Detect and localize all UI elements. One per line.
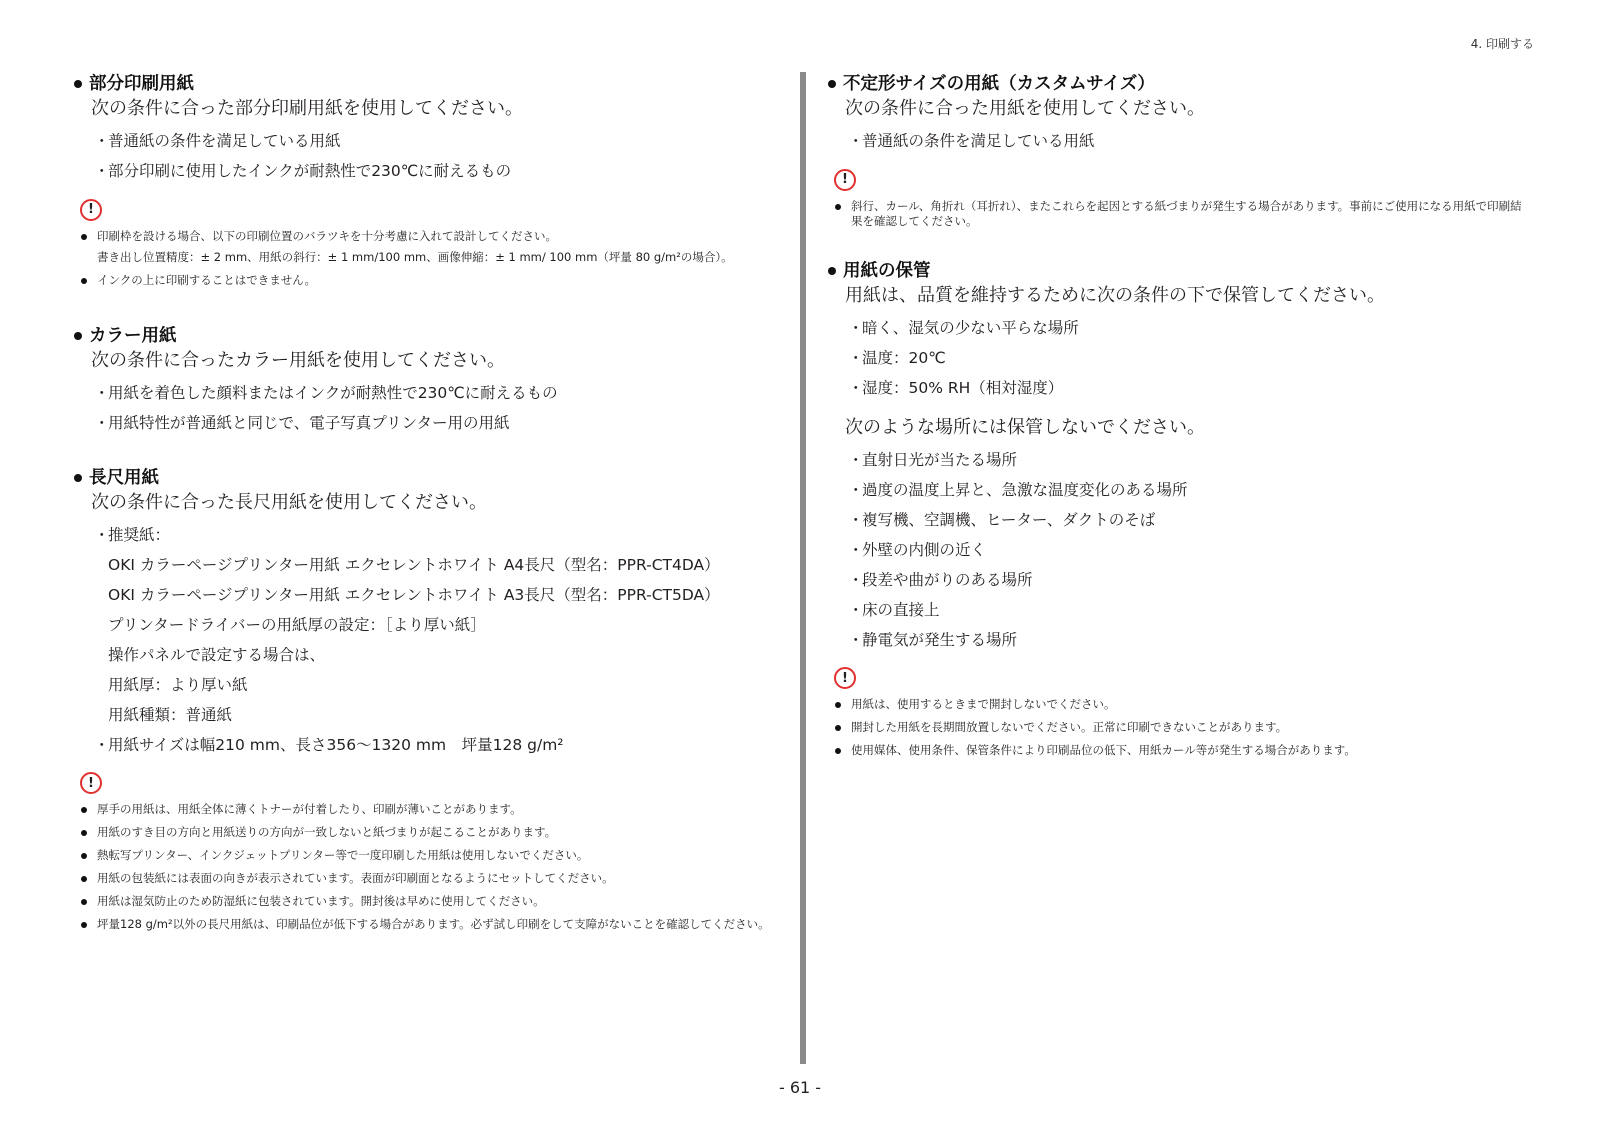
list-item: ・ 段差や曲がりのある場所 [848,570,1033,589]
caution-note: インクの上に印刷することはできません。 [80,273,774,288]
bullet-dot-icon [828,267,836,275]
caution-note: 用紙のすき目の方向と用紙送りの方向が一致しないと紙づまりが起こることがあります。 [80,825,774,840]
list-item: ・ 普通紙の条件を満足している用紙 [848,132,1095,150]
list-item: ・ 複写機、空調機、ヒーター、ダクトのそば [848,510,1156,529]
panel-setting: 用紙厚：より厚い紙 [108,675,248,694]
caution-block [834,667,1528,690]
section-lead: 次の条件に合った用紙を使用してください。 [845,98,1205,119]
caution-icon: ! [834,667,856,689]
list-item: ・ 静電気が発生する場所 [848,630,1018,649]
right-column [828,72,1528,784]
page-number: - 61 - [778,1078,822,1097]
caution-icon: ! [834,169,856,191]
panel-setting: 用紙種類：普通紙 [108,705,233,724]
caution-note: 用紙は、使用するときまで開封しないでください。 [834,697,1528,712]
list-item: ・ 外壁の内側の近く [848,540,987,559]
caution-icon: ! [80,772,102,794]
caution-note: 使用媒体、使用条件、保管条件により印刷品位の低下、用紙カール等が発生する場合があります。 [834,743,1528,758]
list-item: ・ 過度の温度上昇と、急激な温度変化のある場所 [848,480,1188,499]
caution-note: 坪量128 g/m²以外の長尺用紙は、印刷品位が低下する場合があります。必ず試し印刷をして支障がないことを確認してください。 [80,917,774,932]
driver-setting: プリンタードライバーの用紙厚の設定：［より厚い紙］ [108,615,486,634]
caution-block [80,198,774,221]
bullet-dot-icon [74,332,82,340]
list-item: ・ 部分印刷に使用したインクが耐熱性で230℃に耐えるもの [94,162,512,180]
caution-note: 斜行、カール、角折れ（耳折れ）、またこれらを起因とする紙づまりが発生する場合があります。事前にご使用になる用紙で印刷結果を確認してください。 [834,199,1528,229]
section-paper-storage [828,259,1528,759]
list-item: ・ 用紙を着色した顔料またはインクが耐熱性で230℃に耐えるもの [94,383,558,402]
section-color-paper [74,324,774,434]
list-item: ・ 床の直接上 [848,600,940,619]
caution-note: 用紙の包装紙には表面の向きが表示されています。表面が印刷面となるようにセットしてください。 [80,871,774,886]
panel-setting: 操作パネルで設定する場合は、 [108,645,326,664]
recommended-paper: OKI カラーページプリンター用紙 エクセレントホワイト A4長尺（型名：PPR-CT4DA） [108,555,720,574]
section-heading: カラー用紙 [74,324,774,348]
caution-note-detail: 書き出し位置精度：± 2 mm、用紙の斜行：± 1 mm/100 mm、画像伸縮：± 1 mm/ 100 mm（坪量 80 g/m²の場合）。 [97,249,733,264]
section-heading: 用紙の保管 [828,259,1528,283]
recommended-paper: OKI カラーページプリンター用紙 エクセレントホワイト A3長尺（型名：PPR-CT5DA） [108,585,720,604]
section-long-paper [74,466,774,933]
left-column [74,72,774,958]
bullet-dot-icon [74,80,82,88]
section-lead: 用紙は、品質を維持するために次の条件の下で保管してください。 [845,284,1385,306]
list-item: ・ 普通紙の条件を満足している用紙 [94,132,341,150]
section-lead: 次の条件に合った部分印刷用紙を使用してください。 [91,98,523,119]
list-item: ・ 湿度：50% RH（相対湿度） [848,378,1064,397]
list-item: ・ 暗く、湿気の少ない平らな場所 [848,318,1079,337]
caution-note: 熱転写プリンター、インクジェットプリンター等で一度印刷した用紙は使用しないでください。 [80,848,774,863]
list-item: ・ 直射日光が当たる場所 [848,450,1018,469]
section-heading: 部分印刷用紙 [74,72,774,96]
section-partial-print-paper [74,72,774,288]
caution-note: 開封した用紙を長期間放置しないでください。正常に印刷できないことがあります。 [834,720,1528,735]
list-item: ・ 用紙サイズは幅210 mm、長さ356～1320 mm 坪量128 g/m² [94,735,564,754]
chapter-header: 4. 印刷する [1470,37,1534,51]
caution-block [80,772,774,795]
bullet-dot-icon [828,80,836,88]
caution-note: 厚手の用紙は、用紙全体に薄くトナーが付着したり、印刷が薄いことがあります。 [80,802,774,817]
section-custom-size-paper [828,72,1528,229]
section-heading: 不定形サイズの用紙（カスタムサイズ） [828,72,1528,96]
list-item: ・ 推奨紙： [94,525,171,544]
caution-note: 用紙は湿気防止のため防湿紙に包装されています。開封後は早めに使用してください。 [80,894,774,909]
section-lead: 次の条件に合った長尺用紙を使用してください。 [91,491,487,513]
section-lead: 次のような場所には保管しないでください。 [845,416,1205,438]
column-divider [800,72,806,1064]
caution-block [834,168,1528,191]
section-lead: 次の条件に合ったカラー用紙を使用してください。 [91,349,505,371]
list-item: ・ 温度：20℃ [848,348,946,367]
bullet-dot-icon [74,474,82,482]
caution-note: 印刷枠を設ける場合、以下の印刷位置のバラツキを十分考慮に入れて設計してください。 [80,229,774,244]
caution-icon: ! [80,199,102,221]
list-item: ・ 用紙特性が普通紙と同じで、電子写真プリンター用の用紙 [94,413,510,432]
section-heading: 長尺用紙 [74,466,774,490]
